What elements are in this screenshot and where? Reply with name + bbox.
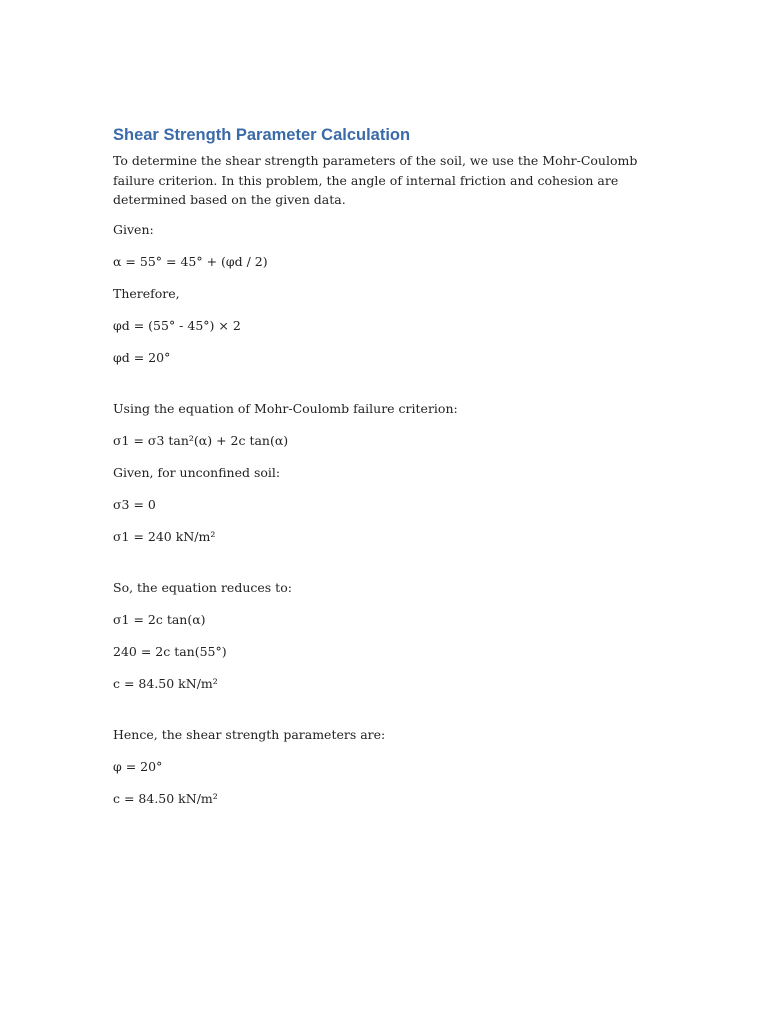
- spacer: [113, 382, 658, 401]
- text-line: Therefore,: [113, 285, 180, 301]
- text-line: Using the equation of Mohr-Coulomb failure criterion:: [113, 400, 458, 416]
- equation-line: σ1 = 2c tan(α): [113, 611, 206, 627]
- equation-line: σ3 = 0: [113, 496, 156, 512]
- equation-line: c = 84.50 kN/m²: [113, 675, 218, 691]
- document-page: [113, 124, 658, 823]
- spacer: [113, 561, 658, 580]
- equation-line: σ1 = 240 kN/m²: [113, 528, 216, 544]
- text-line: So, the equation reduces to:: [113, 579, 292, 595]
- equation-line: α = 55° = 45° + (φd / 2): [113, 253, 268, 269]
- equation-line: φd = (55° - 45°) × 2: [113, 317, 241, 333]
- intro-paragraph: To determine the shear strength parameters of the soil, we use the Mohr-Coulomb failure criterion. In this problem, the angle of internal friction and cohesion are determined based on the given data.: [113, 153, 638, 207]
- result-line: φ = 20°: [113, 758, 163, 774]
- equation-line: σ1 = σ3 tan²(α) + 2c tan(α): [113, 432, 289, 448]
- text-line: Given, for unconfined soil:: [113, 464, 281, 480]
- equation-line: φd = 20°: [113, 349, 171, 365]
- spacer: [113, 708, 658, 727]
- equation-line: 240 = 2c tan(55°): [113, 643, 227, 659]
- text-line: Hence, the shear strength parameters are:: [113, 726, 386, 742]
- text-line: Given:: [113, 221, 154, 237]
- result-line: c = 84.50 kN/m²: [113, 790, 218, 806]
- document-title: Shear Strength Parameter Calculation: [113, 126, 411, 144]
